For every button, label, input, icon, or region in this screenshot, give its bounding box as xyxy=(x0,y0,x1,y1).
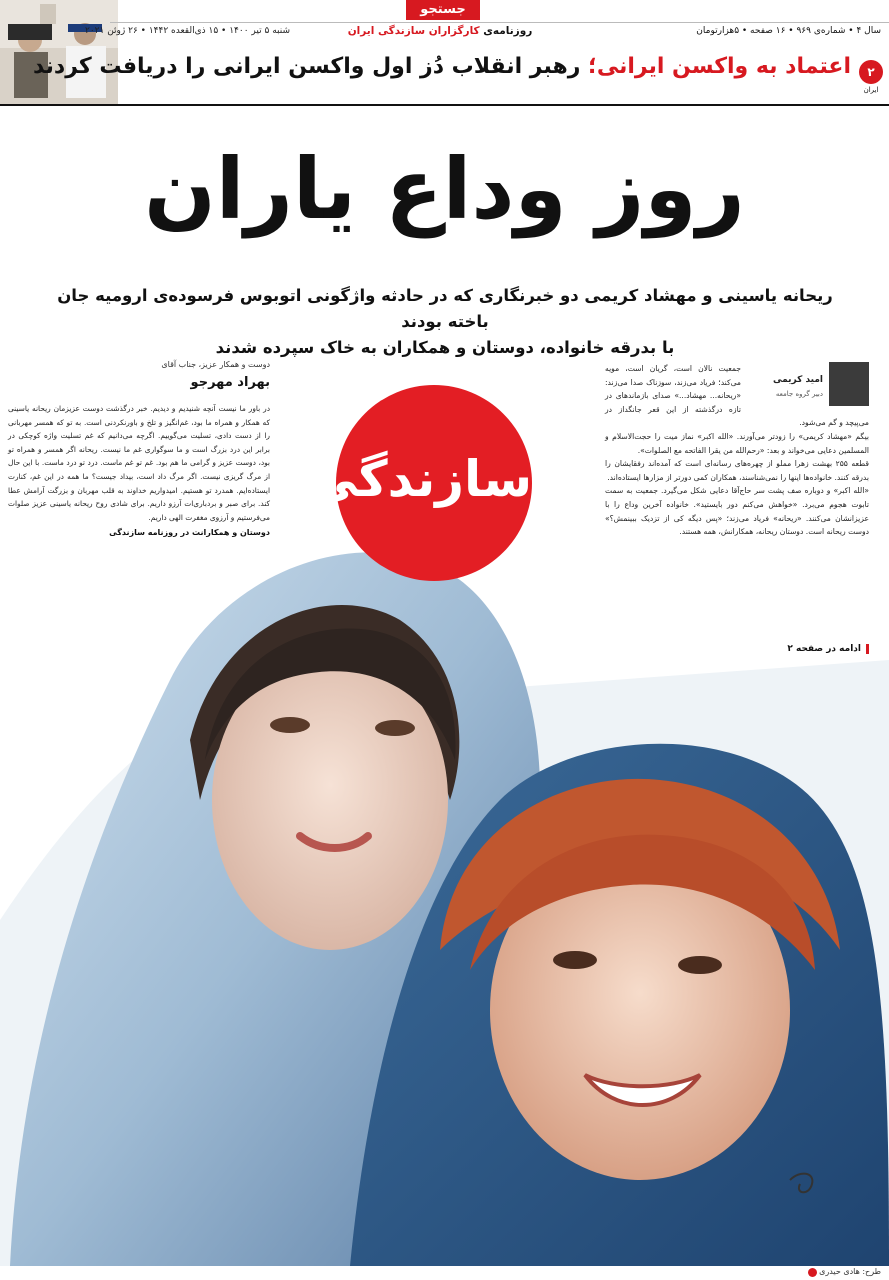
brand-tab[interactable]: جستجو xyxy=(406,0,480,20)
page-section-label: ایران xyxy=(863,86,879,94)
condolence-intro: دوست و همکار عزیز، جناب آقای xyxy=(161,360,270,369)
top-headline[interactable] xyxy=(32,54,851,79)
article-paragraph: «الله اکبر» و دوباره صف پشت سر حاج‌آقا دعایی شکل می‌گیرد. جمعیت به سمت تابوت هجوم می‌برد. «خواهش می‌کنم دور بایستید». خانواده آخرین وداع را با عزیزانشان می‌کنند. «ریحانه» فریاد می‌زند؛ «پس دیگه کی از تزدیک ببینمش؟» دوست ریحانه است. دوستان ریحانه، همکارانش، همه هستند. xyxy=(605,486,869,537)
masthead-photo xyxy=(0,0,118,104)
continue-link[interactable]: ادامه در صفحه ۲ xyxy=(787,644,869,654)
illustration-credit: طرح: هادی حیدری xyxy=(819,1267,881,1276)
condolence-box xyxy=(8,360,270,537)
top-headline-red: اعتماد به واکسن ایرانی؛ xyxy=(588,54,851,79)
main-headline[interactable]: روز وداع یاران xyxy=(144,140,745,238)
top-headline-black: رهبر انقلاب دُز اول واکسن ایرانی را دریافت کردند xyxy=(32,54,581,79)
masthead-rule xyxy=(110,22,889,23)
sazandegi-logo-text: سازندگی xyxy=(307,450,532,508)
masthead-divider xyxy=(0,104,889,106)
condolence-signature: دوستان و همکارانت در روزنامه سازندگی xyxy=(109,528,270,538)
portrait-illustration xyxy=(0,500,889,1266)
tagline xyxy=(320,25,560,37)
page-number-badge: ۲ xyxy=(859,60,883,84)
subheadline xyxy=(40,283,850,361)
issue-line: سال ۴ • شماره‌ی ۹۶۹ • ۱۶ صفحه • ۵هزارتومان xyxy=(696,26,881,36)
credit-bar xyxy=(0,1266,889,1280)
subheadline-line-1: ریحانه یاسینی و مهشاد کریمی دو خبرنگاری که در حادثه واژگونی اتوبوس فرسوده‌ی ارومیه جان باخته بودند xyxy=(57,286,833,331)
credit-dot-icon xyxy=(808,1268,817,1277)
author-box xyxy=(747,362,869,412)
condolence-recipient: بهراد مهرجو xyxy=(190,375,270,390)
tagline-accent: کارگزاران سازندگی ایران xyxy=(347,25,480,37)
author-name: امید کریمی xyxy=(772,375,823,385)
portrait-art xyxy=(0,500,889,1266)
subheadline-line-2: با بدرقه خانواده، دوستان و همکاران به خاک سپرده شدند xyxy=(215,338,675,357)
right-column-article xyxy=(605,362,869,539)
date-line: شنبه ۵ تیر ۱۴۰۰ • ۱۵ ذی‌القعده ۱۴۴۲ • ۲۶ ژوئن ۲۰۲۱ xyxy=(84,26,290,36)
masthead-photo-illustration xyxy=(0,0,118,104)
article-paragraph: بیگم «مهشاد کریمی» را زودتر می‌آورند. «الله اکبر» نماز میت را حجت‌الاسلام و المسلمین دعایی می‌خواند و بعد: «رحم‌الله من یقرا الفاتحه مع الصلوات». xyxy=(605,431,869,455)
article-paragraph: جمعیت نالان است، گریان است، مویه می‌کند؛ فریاد می‌زند، سوزناک صدا می‌زند: «ریحانه... مهشاد...» صدای بازماندهای در تازه درگذشته از این قعر جانگداز در می‌پیچد و گم می‌شود. xyxy=(605,364,869,428)
tagline-prefix: روزنامه‌ی xyxy=(483,25,533,37)
author-avatar xyxy=(829,362,869,406)
article-paragraph: قطعه ۲۵۵ بهشت زهرا مملو از چهره‌های رسانه‌ای است که آمده‌اند رفقایشان را بدرقه کنند. خانواده‌ها اینها را نمی‌شناسند، همکاران کمی دورتر از مزارها ایستاده‌اند. xyxy=(605,459,869,482)
author-role: دبیر گروه جامعه xyxy=(775,390,823,398)
condolence-body: در باور ما نیست آنچه شنیدیم و دیدیم. خبر درگذشت دوست عزیزمان ریحانه یاسینی که همکار و همراه ما بود، غم‌انگیز و تلخ و باورنکردنی است. به تو که همسر مهربانی را از دست دادی، تسلیت می‌گوییم. اگرچه می‌دانیم که غم تسلیت واژه کوچکی در برابر این درد بزرگ است و ما سوگواری غم ما نیست. ریحانه اگر همسر و همراه تو بود، دوست عزیز و گرامی ما هم بود. غم تو غم ماست. درد تو درد ماست. با این حال از مرگ گریزی نیست. اگر مرگ داد است، بیداد جیست؟ ما همه در این غم، کنارت ایستاده‌ایم. همدرد تو هستیم. امیدواریم خداوند به قلب مهربان و بزرگت آرامش عطا کند. برای صبر و بردباری‌ات آرزو داریم. برای شادی روح ریحانه یاسینی عزیز صلوات می‌فرستیم و آرزوی مغفرت الهی داریم. xyxy=(8,404,270,522)
